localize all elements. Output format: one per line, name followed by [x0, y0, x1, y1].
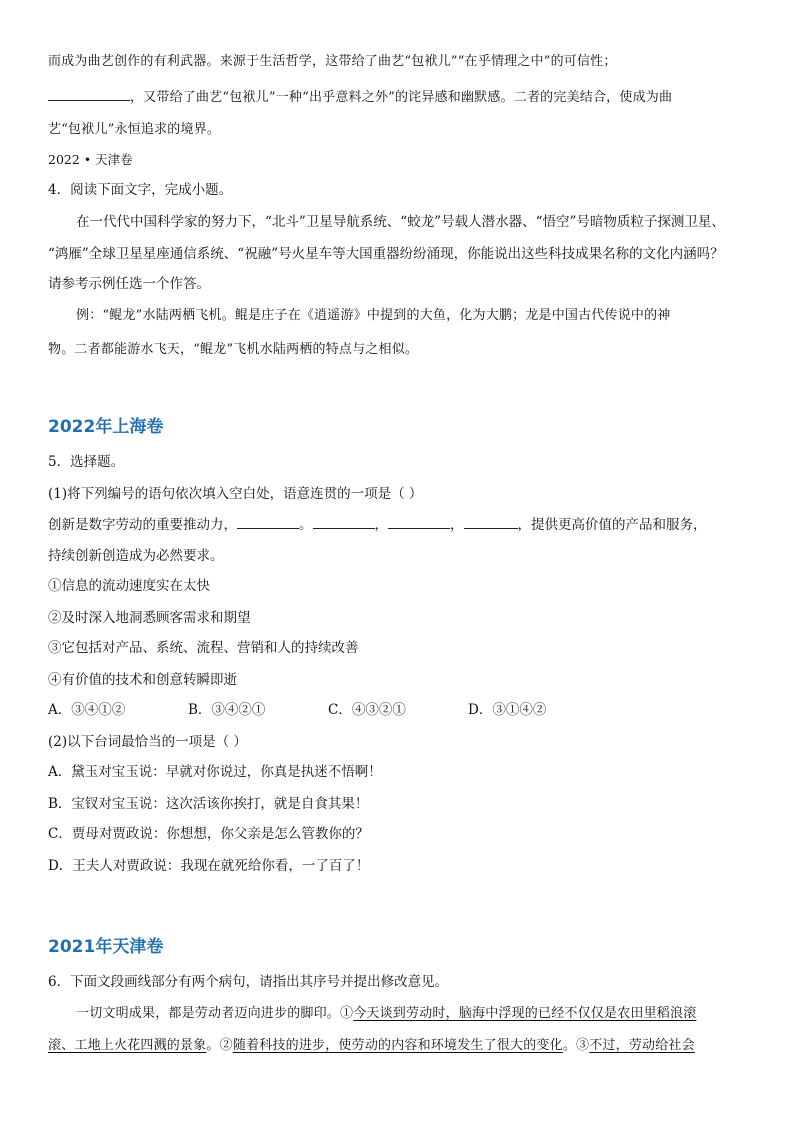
text-segment: 。: [299, 517, 313, 533]
text-segment: 。③: [562, 1038, 590, 1053]
underlined-sentence: 随着科技的进步，使劳动的内容和环境发生了很大的变化: [232, 1038, 563, 1053]
text-segment: ，: [374, 517, 388, 533]
list-item: ③它包括对产品、系统、流程、营销和人的持续改善: [48, 640, 359, 656]
paragraph-line: [76, 1004, 746, 1024]
fill-sentence-cont: 持续创新创造成为必然要求。: [48, 548, 224, 564]
option-c[interactable]: C．④③②①: [328, 702, 406, 718]
option-b[interactable]: B．③④②①: [188, 702, 266, 718]
question-5: 5．选择题。: [48, 454, 125, 470]
question-6: 6．下面文段画线部分有两个病句，请指出其序号并提出修改意见。: [48, 974, 449, 990]
underlined-sentence: 不过，劳动给社会: [589, 1038, 695, 1053]
option-c[interactable]: C．贾母对贾政说：你想想，你父亲是怎么管教你的？: [48, 826, 369, 842]
text-line: [48, 86, 746, 108]
answer-blank[interactable]: [237, 514, 299, 529]
answer-blank[interactable]: [464, 514, 518, 529]
answer-blank[interactable]: [48, 86, 130, 101]
list-item: ④有价值的技术和创意转瞬即逝: [48, 672, 237, 688]
section-heading: 2022年上海卷: [48, 417, 164, 437]
option-a[interactable]: A．③④①②: [48, 702, 126, 718]
example-line: 例：“鲲龙”水陆两栖飞机。鲲是庄子在《逍遥游》中提到的大鱼，化为大鹏；龙是中国古代传说中的神: [76, 308, 671, 323]
paragraph-line: 请参考示例任选一个作答。: [48, 276, 210, 292]
option-a[interactable]: A．黛玉对宝玉说：早就对你说过，你真是执迷不悟啊！: [48, 764, 382, 780]
paragraph-line: 在一代代中国科学家的努力下，“北斗”卫星导航系统、“蛟龙”号载人潜水器、“悟空”号暗物质粒子探测卫星、: [76, 214, 725, 230]
example-line: 物。二者都能游水飞天，“鲲龙”飞机水陆两栖的特点与之相似。: [48, 342, 419, 357]
question-5-1: (1)将下列编号的语句依次填入空白处，语意连贯的一项是（ ）: [48, 486, 423, 502]
text-segment: 一切文明成果，都是劳动者迈向进步的脚印。①: [76, 1006, 354, 1021]
option-d[interactable]: D．③①④②: [468, 702, 547, 718]
text-segment: ，又带给了曲艺“包袱儿”一种“出乎意料之外”的诧异感和幽默感。二者的完美结合，使成为曲: [130, 90, 673, 105]
option-b[interactable]: B．宝钗对宝玉说：这次活该你挨打，就是自食其果！: [48, 796, 369, 812]
text-segment: ，提供更高价值的产品和服务，: [517, 517, 707, 533]
underlined-sentence: 今天谈到劳动时，脑海中浮现的已经不仅仅是农田里稻浪滚: [353, 1006, 697, 1021]
fill-sentence: [48, 514, 746, 535]
text-segment: ，: [450, 517, 464, 533]
list-item: ①信息的流动速度实在太快: [48, 578, 210, 594]
text-line: 艺“包袱儿”永恒追求的境界。: [48, 122, 221, 137]
text-line: 而成为曲艺创作的有利武器。来源于生活哲学，这带给了曲艺“包袱儿”“在乎情理之中”的可信性；: [48, 54, 617, 69]
paragraph-line: [48, 1036, 746, 1056]
answer-blank[interactable]: [313, 514, 375, 529]
text-segment: 创新是数字劳动的重要推动力，: [48, 517, 237, 533]
section-heading: 2021年天津卷: [48, 937, 164, 957]
paragraph-line: “鸿雁”全球卫星星座通信系统、“祝融”号火星车等大国重器纷纷涌现，你能说出这些科技成果名称的文化内涵吗？: [48, 246, 724, 262]
list-item: ②及时深入地洞悉顾客需求和期望: [48, 610, 251, 626]
source-label: 2022 • 天津卷: [48, 152, 133, 167]
question-5-2: (2)以下台词最恰当的一项是（ ）: [48, 734, 247, 750]
question-4: 4．阅读下面文字，完成小题。: [48, 182, 233, 198]
option-d[interactable]: D．王夫人对贾政说：我现在就死给你看，一了百了！: [48, 858, 370, 874]
underlined-sentence: 滚、工地上火花四溅的景象: [48, 1038, 207, 1053]
answer-blank[interactable]: [388, 514, 450, 529]
text-segment: 。②: [206, 1038, 233, 1053]
